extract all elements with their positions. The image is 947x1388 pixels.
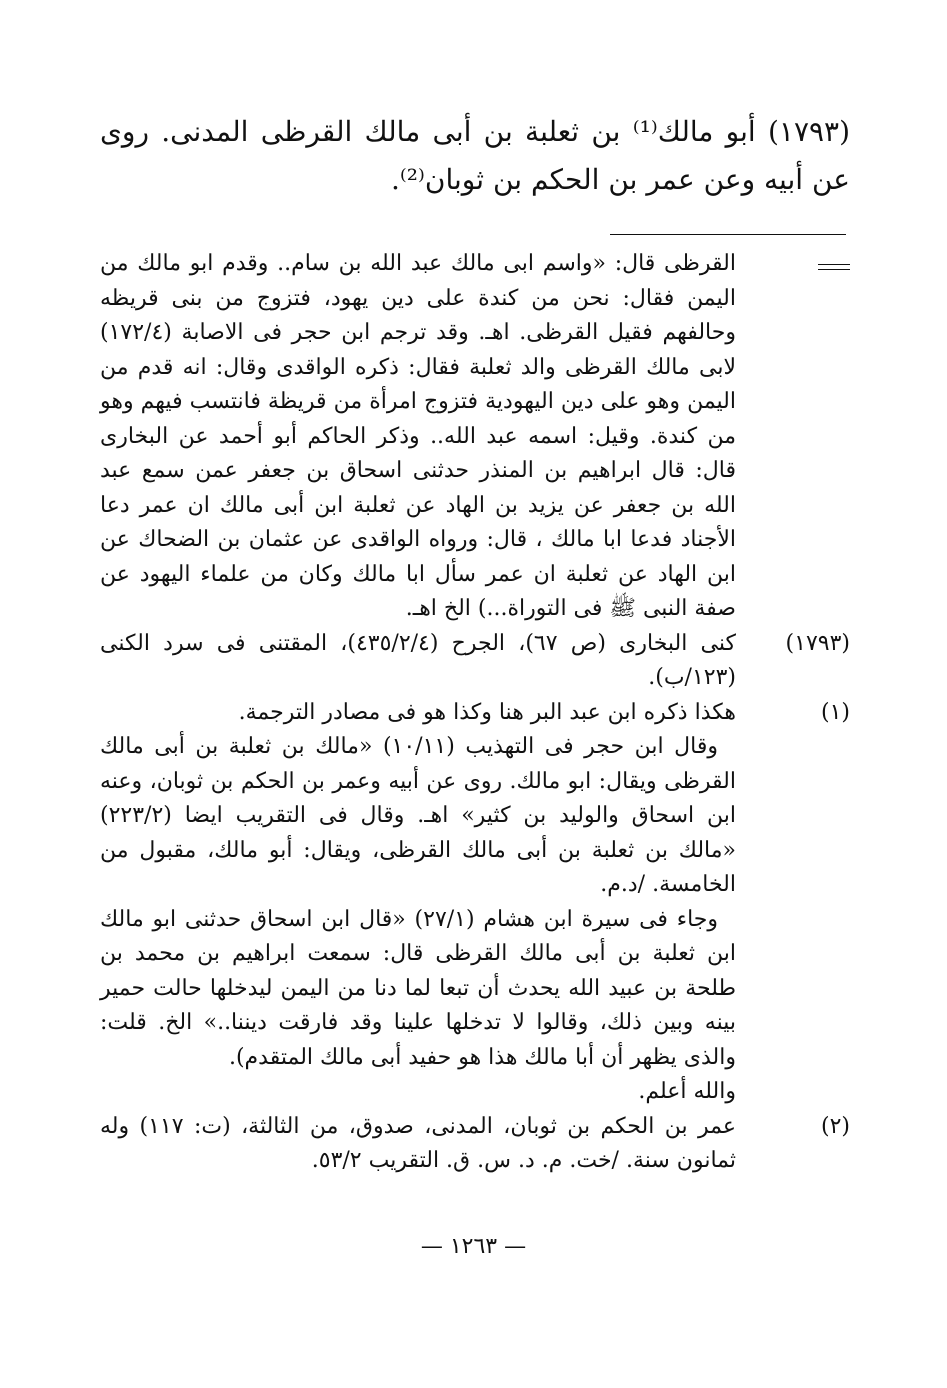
footnote-paragraph: القرظى قال: «واسم ابى مالك عبد الله بن سام.. وقدم ابو مالك من اليمن فقال: نحن من كندة على دين يهود، فتزوج من بنى قريظه وحالفهم فقيل القرظى. اهـ. وقد ترجم ابن حجر فى الاصابة (١٧٢/٤) لابى مالك القرظى والد ثعلبة فقال: ذكره الواقدى وقال: انه قدم من اليمن وهو على دين اليهودية فتزوج امرأة من قريظة فانتسب فيهم وهو من كندة. وقيل: اسمه عبد الله.. وذكر الحاكم أبو أحمد عن البخارى قال: قال ابراهيم بن المنذر حدثنى اسحاق بن جعفر عمن سمع عبد الله بن جعفر عن يزيد بن الهاد عن ثعلبة ابن أبى مالك ان عمر دعا الأجناد فدعا ابا مالك ، قال: ورواه الواقدى عن عثمان بن الضحاك عن ابن الهاد عن ثعلبة ان عمر سأل ابا مالك وكان من علماء اليهود عن صفة النبى ﷺ فى التوراة...) الخ اهـ.: [100, 251, 736, 621]
footnote-label: (٢): [820, 1113, 850, 1139]
footnote-paragraph: كنى البخارى (ص ٦٧)، الجرح (٤٣٥/٢/٤)، المقتنى فى سرد الكنى (١٢٣/ب).: [100, 630, 736, 690]
biography-entry: [100, 108, 850, 204]
footnote-separator: [610, 234, 846, 235]
page-number: — ١٢٦٣ —: [420, 1234, 527, 1259]
footnote-paragraph: وجاء فى سيرة ابن هشام (٢٧/١) «قال ابن اسحاق حدثنى ابو مالك ابن ثعلبة بن أبى مالك القرظى قال: سمعت ابراهيم بن محمد بن طلحة بن عبيد الله يحدث أن تبعا لما دنا من اليمن ليدخلها حالت حمير بينه وبين ذلك، وقالوا لا تدخلها علينا وقد فارقت ديننا..» الخ. قلت: والذى يظهر أن أبا مالك هذا هو حفيد أبى مالك المتقدم).: [100, 906, 736, 1070]
footnote-paragraph: عمر بن الحكم بن ثوبان، المدنى، صدوق، من الثالثة، (ت: ١١٧) وله ثمانون سنة. /خت. م. د. س. ق. التقريب ٥٣/٢.: [100, 1113, 736, 1173]
footnote-paragraph: هكذا ذكره ابن عبد البر هنا وكذا هو فى مصادر الترجمة.: [238, 699, 736, 725]
continuation-mark: [750, 247, 850, 281]
footnote-1: [100, 696, 850, 1110]
footnote-paragraph: والله أعلم.: [638, 1079, 736, 1104]
footnote-label: (١٧٩٣): [785, 630, 850, 656]
footnote-1793: [100, 627, 850, 696]
footnote-continuation: [100, 247, 850, 627]
footnotes: [100, 247, 850, 1179]
entry-text: (١٧٩٣) أبو مالك⁽¹⁾ بن ثعلبة بن أبى مالك القرظى المدنى. روى عن أبيه وعن عمر بن الحكم بن ثوبان⁽²⁾.: [100, 115, 850, 196]
footnote-paragraph: وقال ابن حجر فى التهذيب (١٠/١١) «مالك بن ثعلبة بن أبى مالك القرظى ويقال: ابو مالك. روى عن أبيه وعمر بن الحكم بن ثوبان، وعنه ابن اسحاق والوليد بن كثير» اهـ. وقال فى التقريب ايضا (٢٢٣/٢) «مالك بن ثعلبة بن أبى مالك القرظى، ويقال: أبو مالك، مقبول من الخامسة. /د.م.: [100, 734, 736, 897]
continuation-symbol: [818, 264, 850, 270]
footnote-2: [100, 1110, 850, 1179]
footnote-label: (١): [820, 699, 850, 725]
